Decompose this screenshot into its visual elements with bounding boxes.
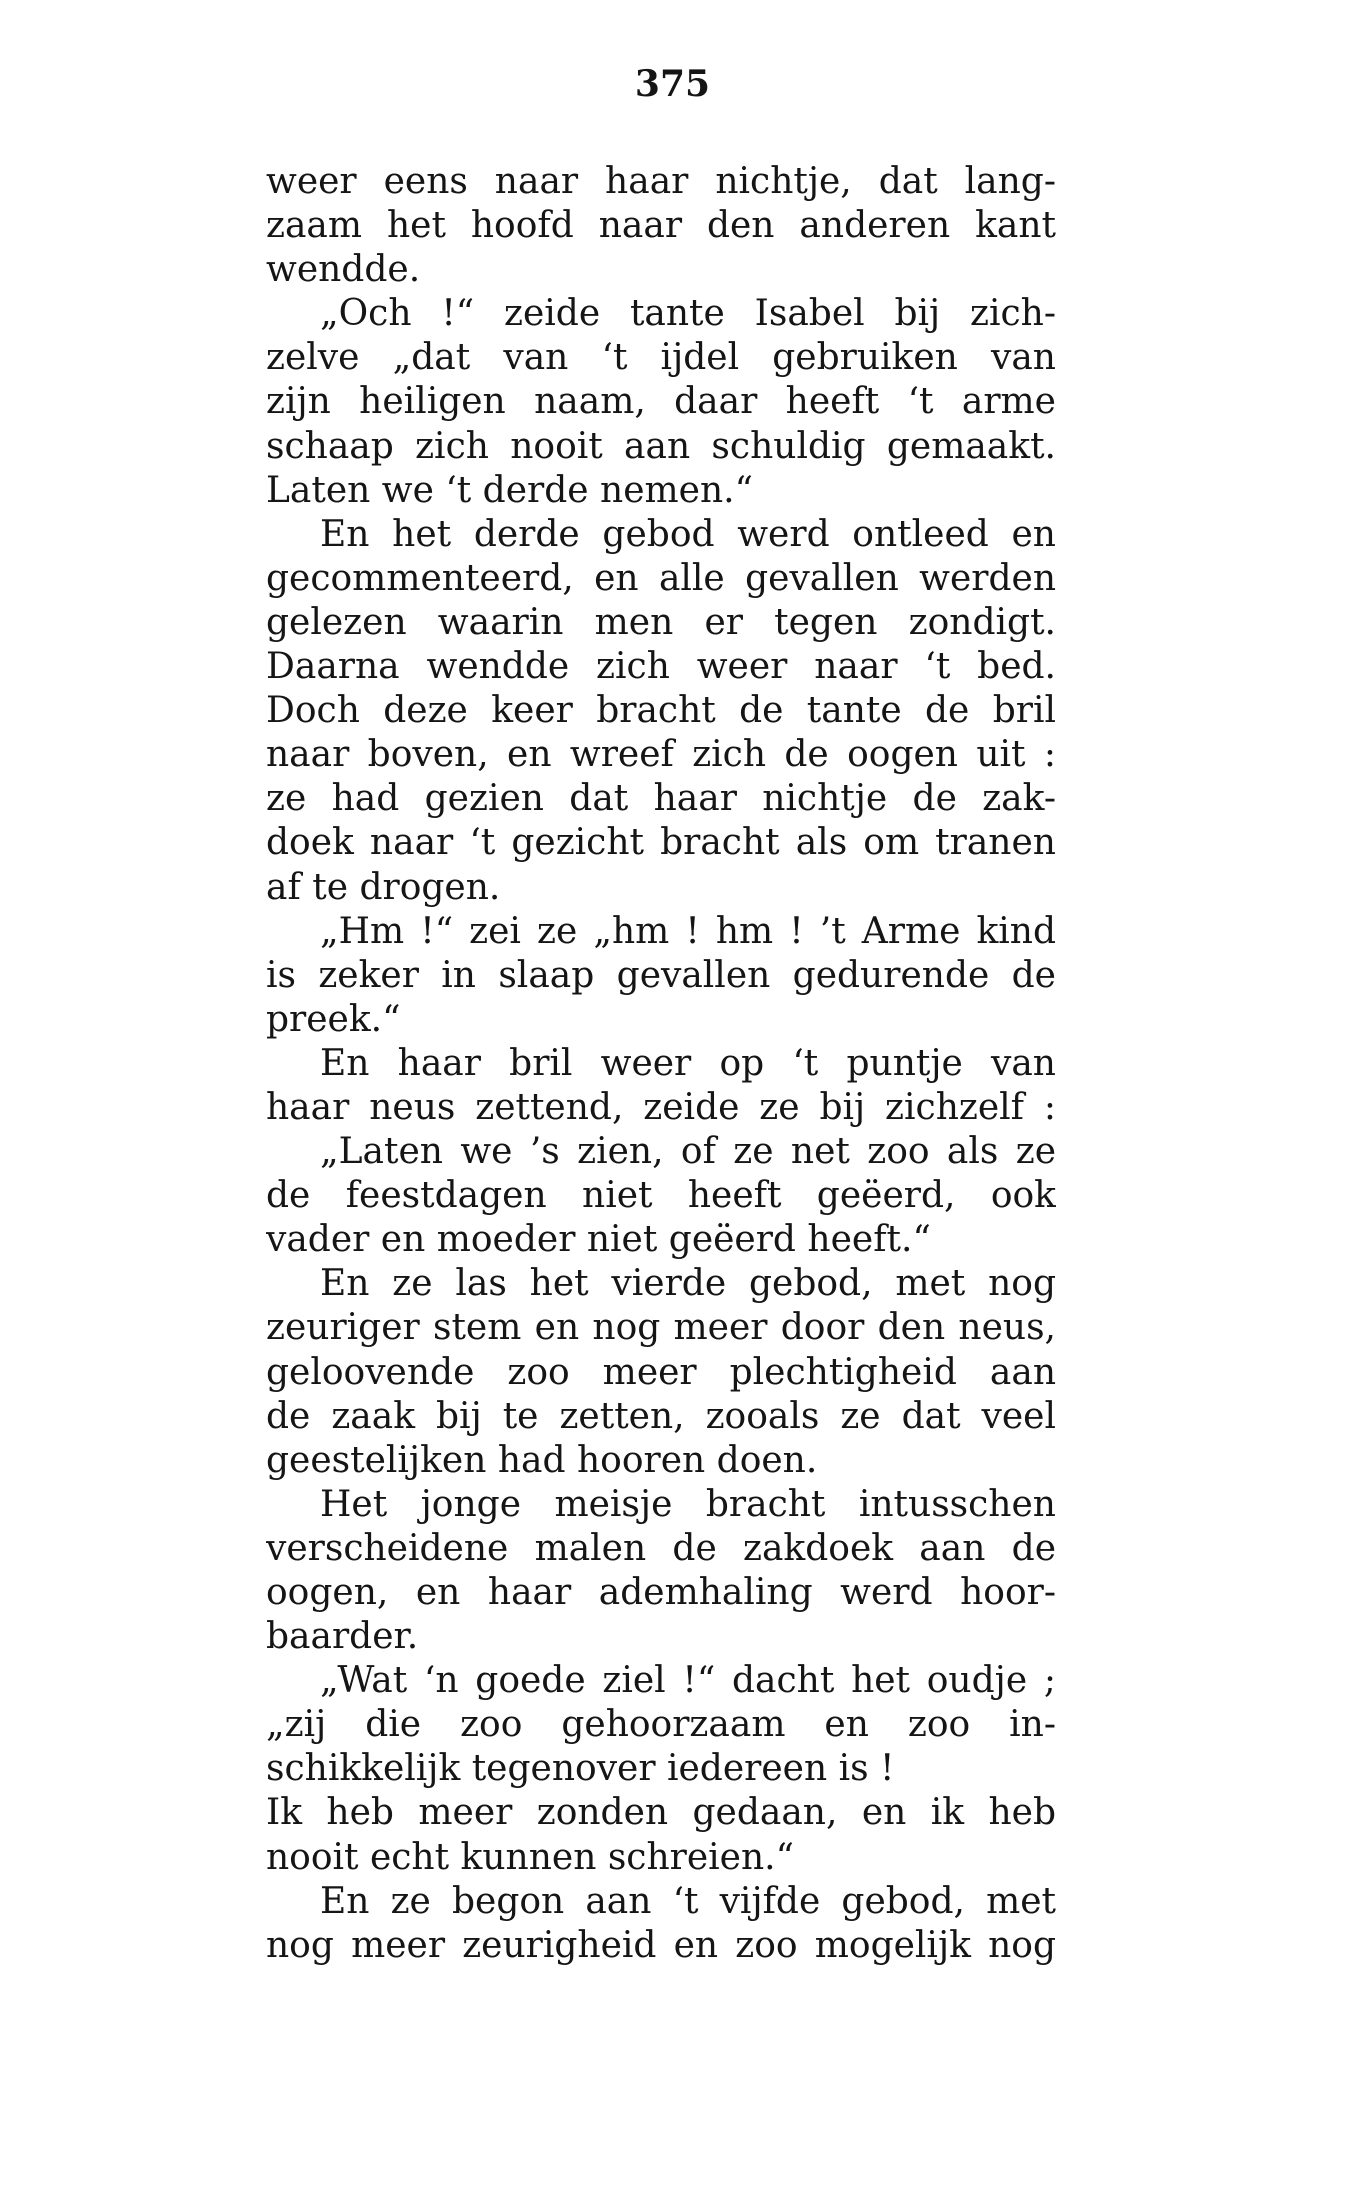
text-line: zaam het hoofd naar den anderen kant <box>266 205 1056 247</box>
text-line: ze had gezien dat haar nichtje de zak- <box>266 778 1056 820</box>
text-line: „Hm !“ zei ze „hm ! hm ! ’t Arme kind <box>320 910 1056 952</box>
text-line: weer eens naar haar nichtje, dat lang- <box>266 161 1056 202</box>
page-number: 375 <box>634 63 711 105</box>
text-line: verscheidene malen de zakdoek aan de <box>266 1527 1056 1569</box>
text-line: naar boven, en wreef zich de oogen uit : <box>266 734 1056 776</box>
text-line: zeuriger stem en nog meer door den neus, <box>266 1307 1056 1349</box>
text-line: geestelijken had hooren doen. <box>266 1439 818 1481</box>
text-line: „zij die zoo gehoorzaam en zoo in- <box>266 1704 1056 1746</box>
text-line: de zaak bij te zetten, zooals ze dat veel <box>266 1395 1056 1437</box>
text-line: Het jonge meisje bracht intusschen <box>320 1483 1056 1525</box>
text-line: Laten we ‘t derde nemen.“ <box>266 469 754 511</box>
text-line: is zeker in slaap gevallen gedurende de <box>266 954 1056 996</box>
text-line: nog meer zeurigheid en zoo mogelijk nog <box>266 1924 1056 1966</box>
text-line: En het derde gebod werd ontleed en <box>320 513 1056 555</box>
text-line: af te drogen. <box>266 866 501 908</box>
text-line: baarder. <box>266 1616 419 1658</box>
text-line: doek naar ‘t gezicht bracht als om tranen <box>266 822 1056 864</box>
text-line: Ik heb meer zonden gedaan, en ik heb <box>266 1792 1056 1834</box>
body-text <box>266 160 1056 1968</box>
text-line: gelezen waarin men er tegen zondigt. <box>266 601 1056 643</box>
text-line: En ze las het vierde gebod, met nog <box>320 1263 1056 1305</box>
text-line: zelve „dat van ‘t ijdel gebruiken van <box>266 337 1056 379</box>
text-line: „Och !“ zeide tante Isabel bij zich- <box>320 293 1056 335</box>
text-line: „Wat ‘n goede ziel !“ dacht het oudje ; <box>320 1660 1056 1702</box>
text-line: Daarna wendde zich weer naar ‘t bed. <box>266 646 1056 688</box>
text-line: wendde. <box>266 249 421 291</box>
text-line: schaap zich nooit aan schuldig gemaakt. <box>266 425 1056 467</box>
text-line: En ze begon aan ‘t vijfde gebod, met <box>320 1880 1056 1922</box>
text-line: geloovende zoo meer plechtigheid aan <box>266 1351 1056 1393</box>
text-line: nooit echt kunnen schreien.“ <box>266 1836 795 1878</box>
text-line: haar neus zettend, zeide ze bij zichzelf : <box>266 1086 1056 1128</box>
text-line: de feestdagen niet heeft geëerd, ook <box>266 1175 1056 1217</box>
text-line: zijn heiligen naam, daar heeft ‘t arme <box>266 381 1056 423</box>
text-line: schikkelijk tegenover iedereen is ! <box>266 1748 895 1790</box>
text-line: oogen, en haar ademhaling werd hoor- <box>266 1572 1056 1613</box>
text-line: „Laten we ’s zien, of ze net zoo als ze <box>320 1131 1056 1173</box>
text-line: preek.“ <box>266 998 401 1040</box>
text-line: En haar bril weer op ‘t puntje van <box>320 1042 1056 1084</box>
text-line: vader en moeder niet geëerd heeft.“ <box>266 1219 931 1261</box>
text-line: Doch deze keer bracht de tante de bril <box>266 690 1056 732</box>
text-line: gecommenteerd, en alle gevallen werden <box>266 557 1056 599</box>
